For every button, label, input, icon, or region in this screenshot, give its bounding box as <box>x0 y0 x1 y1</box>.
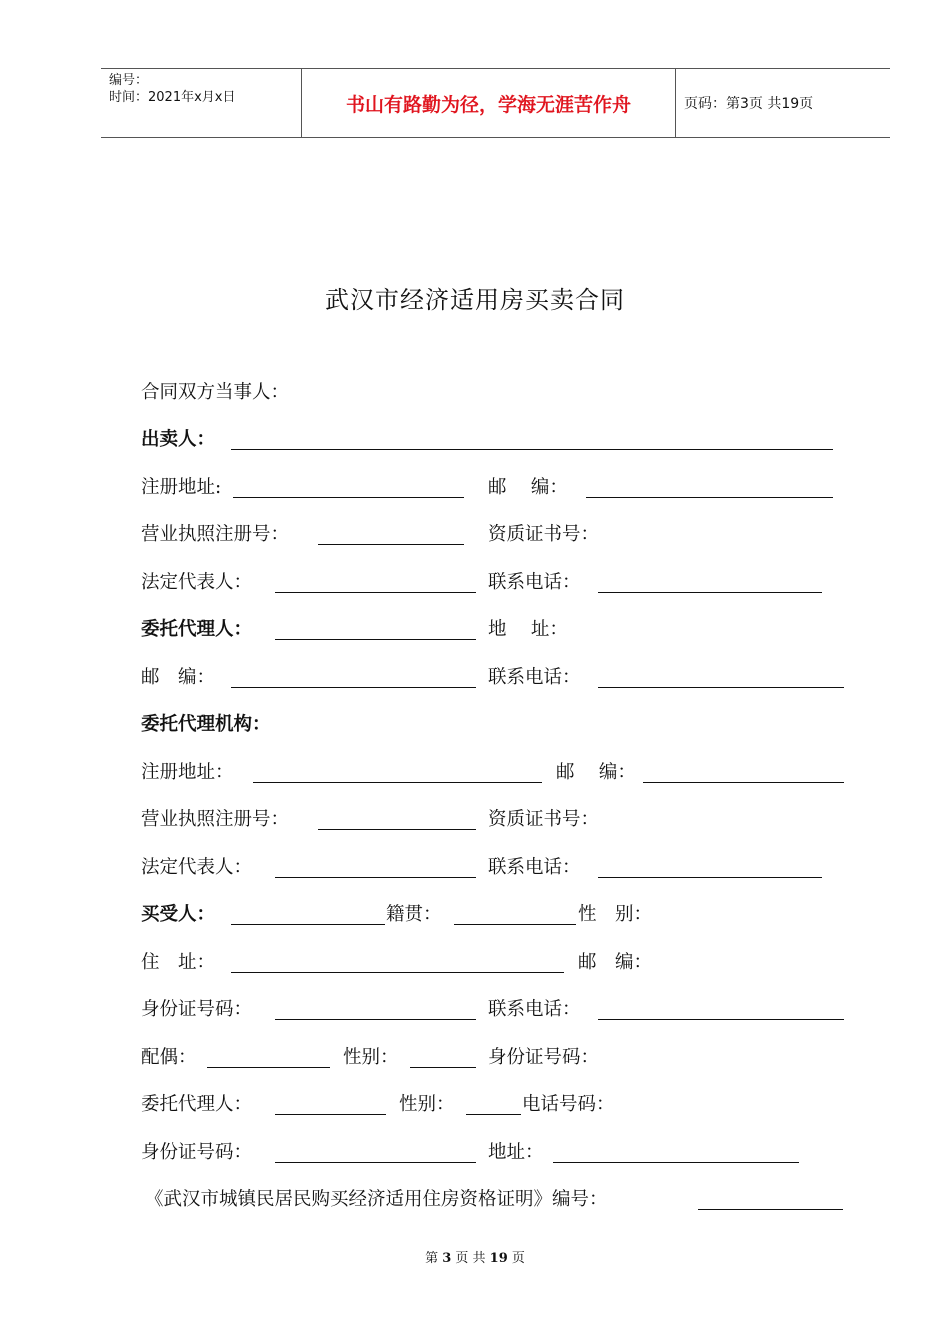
certificate-label: 《武汉市城镇民居民购买经济适用住房资格证明》编号： <box>145 1189 608 1210</box>
page-footer <box>0 1247 950 1266</box>
agent-postcode-label: 邮 编： <box>141 667 216 688</box>
header-meta <box>109 72 235 106</box>
agent2-id-label: 身份证号码： <box>141 1142 253 1163</box>
buyer-field[interactable] <box>231 924 385 925</box>
agent2-label: 委托代理人： <box>141 1094 253 1115</box>
agency-address-field[interactable] <box>253 782 542 783</box>
phone-label: 联系电话： <box>488 572 581 593</box>
agent-phone-field[interactable] <box>598 687 844 688</box>
native-place-field[interactable] <box>454 924 576 925</box>
footer-pre: 第 <box>425 1251 443 1266</box>
agency-address-label: 注册地址： <box>141 762 234 783</box>
buyer-phone-label: 联系电话： <box>488 999 581 1020</box>
phone-field[interactable] <box>598 592 822 593</box>
cert-label: 资质证书号： <box>488 524 600 545</box>
agent2-gender-label: 性别： <box>399 1094 455 1115</box>
agent2-field[interactable] <box>275 1114 386 1115</box>
buyer-id-label: 身份证号码： <box>141 999 253 1020</box>
agent-label: 委托代理人： <box>141 619 253 640</box>
buyer-phone-field[interactable] <box>598 1019 844 1020</box>
page-header <box>101 68 890 138</box>
residence-field[interactable] <box>231 972 564 973</box>
number-label: 编号： <box>109 73 149 88</box>
agency-postcode-field[interactable] <box>643 782 844 783</box>
seller-label: 出卖人： <box>141 429 216 450</box>
agent-postcode-field[interactable] <box>231 687 476 688</box>
residence-postcode-label: 邮 编： <box>578 952 653 973</box>
license-label: 营业执照注册号： <box>141 524 290 545</box>
date-label: 时间：2021年x月x日 <box>109 90 236 105</box>
postcode-field[interactable] <box>586 497 833 498</box>
agency-legal-field[interactable] <box>275 877 476 878</box>
agency-phone-label: 联系电话： <box>488 857 581 878</box>
native-place-label: 籍贯： <box>386 904 442 925</box>
footer-total: 19 <box>489 1251 508 1266</box>
license-field[interactable] <box>318 544 464 545</box>
spouse-label: 配偶： <box>141 1047 197 1068</box>
spouse-gender-field[interactable] <box>410 1067 476 1068</box>
footer-mid: 页 共 <box>451 1251 490 1266</box>
agent2-address-label: 地址： <box>488 1142 544 1163</box>
agency-label: 委托代理机构： <box>141 714 271 735</box>
agency-license-label: 营业执照注册号： <box>141 809 290 830</box>
header-motto: 书山有路勤为径，学海无涯苦作舟 <box>345 93 631 116</box>
footer-post: 页 <box>507 1251 525 1266</box>
spouse-gender-label: 性别： <box>343 1047 399 1068</box>
agent2-gender-field[interactable] <box>466 1114 521 1115</box>
spouse-id-label: 身份证号码： <box>488 1047 600 1068</box>
agent2-tel-label: 电话号码： <box>522 1094 615 1115</box>
header-page-indicator: 页码：第3页 共19页 <box>684 96 814 112</box>
agency-phone-field[interactable] <box>598 877 822 878</box>
agent-phone-label: 联系电话： <box>488 667 581 688</box>
residence-label: 住 址： <box>141 952 216 973</box>
postcode-label: 邮 编： <box>488 477 568 498</box>
buyer-gender-label: 性 别： <box>578 904 653 925</box>
legal-rep-field[interactable] <box>275 592 476 593</box>
address-label: 地 址： <box>488 619 568 640</box>
seller-field[interactable] <box>231 449 833 450</box>
certificate-field[interactable] <box>698 1209 843 1210</box>
agent-field[interactable] <box>275 639 476 640</box>
agency-legal-label: 法定代表人： <box>141 857 253 878</box>
reg-address-field[interactable] <box>233 497 464 498</box>
agency-cert-label: 资质证书号： <box>488 809 600 830</box>
header-divider <box>675 69 676 137</box>
legal-rep-label: 法定代表人： <box>141 572 253 593</box>
parties-label: 合同双方当事人： <box>141 382 290 403</box>
spouse-field[interactable] <box>207 1067 330 1068</box>
agency-postcode-label: 邮 编： <box>556 762 636 783</box>
buyer-label: 买受人： <box>141 904 216 925</box>
buyer-id-field[interactable] <box>275 1019 476 1020</box>
footer-page: 3 <box>442 1251 452 1266</box>
agency-license-field[interactable] <box>318 829 476 830</box>
agent2-id-field[interactable] <box>275 1162 476 1163</box>
reg-address-label: 注册地址: <box>141 477 222 498</box>
document-title: 武汉市经济适用房买卖合同 <box>325 286 625 314</box>
agent2-address-field[interactable] <box>553 1162 799 1163</box>
